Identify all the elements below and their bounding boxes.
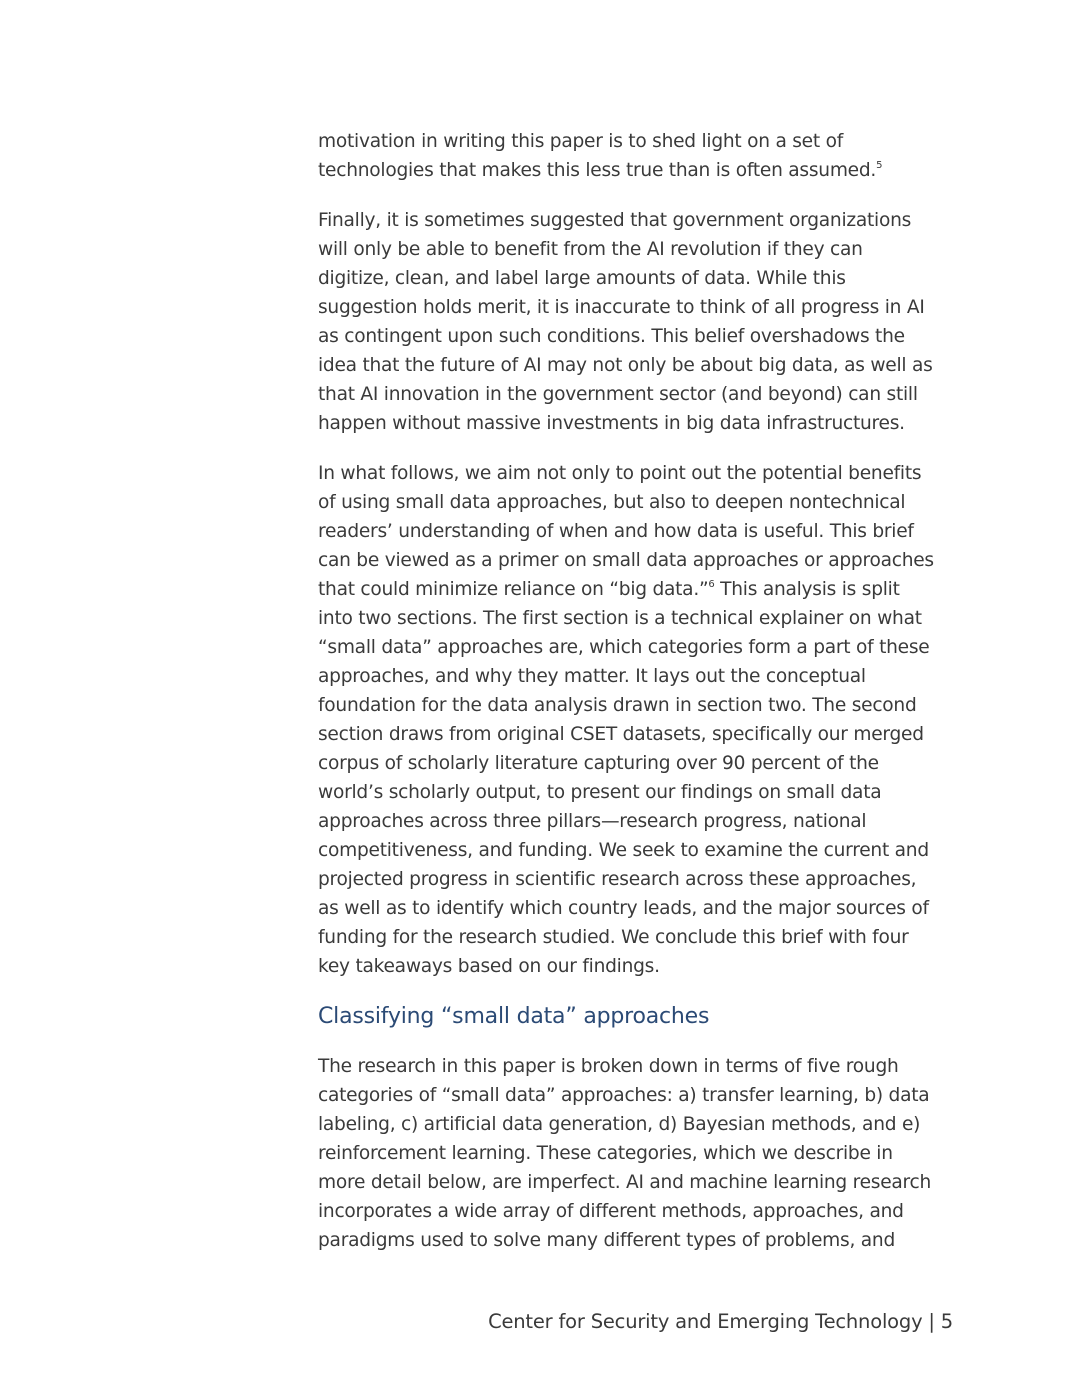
page-footer: Center for Security and Emerging Technology | 5: [488, 1310, 953, 1333]
line-text: reinforcement learning. These categories, which we describe in: [318, 1143, 893, 1164]
text-line: [318, 488, 968, 517]
text-line: [318, 778, 968, 807]
line-text: more detail below, are imperfect. AI and machine learning research: [318, 1172, 932, 1193]
line-text: section draws from original CSET datasets, specifically our merged: [318, 724, 924, 745]
text-line: [318, 235, 968, 264]
text-line: [318, 633, 968, 662]
line-text: approaches, and why they matter. It lays out the conceptual: [318, 666, 866, 687]
line-text: into two sections. The first section is a technical explainer on what: [318, 608, 922, 629]
line-text: Finally, it is sometimes suggested that government organizations: [318, 210, 912, 231]
text-line: [318, 604, 968, 633]
text-line: [318, 952, 968, 981]
text-line: [318, 836, 968, 865]
line-text: foundation for the data analysis drawn in section two. The second: [318, 695, 917, 716]
line-text: technologies that makes this less true than is often assumed.: [318, 160, 877, 181]
page-body: [318, 127, 968, 1276]
line-text: approaches across three pillars—research progress, national: [318, 811, 867, 832]
text-line: [318, 662, 968, 691]
text-line: [318, 807, 968, 836]
text-line: [318, 546, 968, 575]
paragraph-4: [318, 1052, 968, 1255]
line-text: that AI innovation in the government sector (and beyond) can still: [318, 384, 918, 405]
line-text: idea that the future of AI may not only be about big data, as well as: [318, 355, 933, 376]
text-line: [318, 923, 968, 952]
line-text: funding for the research studied. We conclude this brief with four: [318, 927, 909, 948]
text-line: [318, 1052, 968, 1081]
line-text: of using small data approaches, but also to deepen nontechnical: [318, 492, 906, 513]
footnote-ref: 5: [876, 160, 883, 171]
line-text: The research in this paper is broken down in terms of five rough: [318, 1056, 899, 1077]
line-text: motivation in writing this paper is to shed light on a set of: [318, 131, 843, 152]
text-line: [318, 1226, 968, 1255]
text-line: [318, 517, 968, 546]
line-text: readers’ understanding of when and how data is useful. This brief: [318, 521, 914, 542]
line-text: digitize, clean, and label large amounts of data. While this: [318, 268, 846, 289]
text-line: [318, 691, 968, 720]
line-text: incorporates a wide array of different methods, approaches, and: [318, 1201, 904, 1222]
line-text: that could minimize reliance on “big data.”: [318, 579, 709, 600]
line-text: corpus of scholarly literature capturing over 90 percent of the: [318, 753, 879, 774]
line-text: key takeaways based on our findings.: [318, 956, 660, 977]
line-text: happen without massive investments in big data infrastructures.: [318, 413, 905, 434]
text-line: [318, 293, 968, 322]
text-line: [318, 409, 968, 438]
text-line: [318, 749, 968, 778]
text-line: [318, 894, 968, 923]
line-text: This analysis is split: [714, 579, 900, 600]
line-text: world’s scholarly output, to present our findings on small data: [318, 782, 882, 803]
line-text: projected progress in scientific research across these approaches,: [318, 869, 917, 890]
paragraph-2: [318, 206, 968, 438]
text-line: [318, 351, 968, 380]
line-text: will only be able to benefit from the AI revolution if they can: [318, 239, 863, 260]
text-line: [318, 865, 968, 894]
section-heading: Classifying “small data” approaches: [318, 1004, 710, 1029]
footnote-ref: 6: [708, 579, 715, 590]
text-line: [318, 127, 968, 156]
line-text: In what follows, we aim not only to point out the potential benefits: [318, 463, 922, 484]
text-line: [318, 1139, 968, 1168]
line-text: competitiveness, and funding. We seek to examine the current and: [318, 840, 929, 861]
line-text: can be viewed as a primer on small data approaches or approaches: [318, 550, 934, 571]
text-line: [318, 575, 968, 604]
text-line: [318, 720, 968, 749]
text-line: [318, 380, 968, 409]
text-line: [318, 1168, 968, 1197]
text-line: [318, 1081, 968, 1110]
line-text: labeling, c) artificial data generation, d) Bayesian methods, and e): [318, 1114, 921, 1135]
text-line: [318, 1197, 968, 1226]
paragraph-3: [318, 459, 968, 981]
line-text: suggestion holds merit, it is inaccurate to think of all progress in AI: [318, 297, 925, 318]
line-text: categories of “small data” approaches: a) transfer learning, b) data: [318, 1085, 930, 1106]
text-line: [318, 459, 968, 488]
line-text: “small data” approaches are, which categories form a part of these: [318, 637, 930, 658]
text-line: [318, 322, 968, 351]
text-line: [318, 156, 968, 185]
text-line: [318, 206, 968, 235]
paragraph-1: [318, 127, 968, 185]
line-text: paradigms used to solve many different types of problems, and: [318, 1230, 896, 1251]
text-line: [318, 1110, 968, 1139]
line-text: as well as to identify which country leads, and the major sources of: [318, 898, 929, 919]
text-line: [318, 264, 968, 293]
line-text: as contingent upon such conditions. This belief overshadows the: [318, 326, 905, 347]
